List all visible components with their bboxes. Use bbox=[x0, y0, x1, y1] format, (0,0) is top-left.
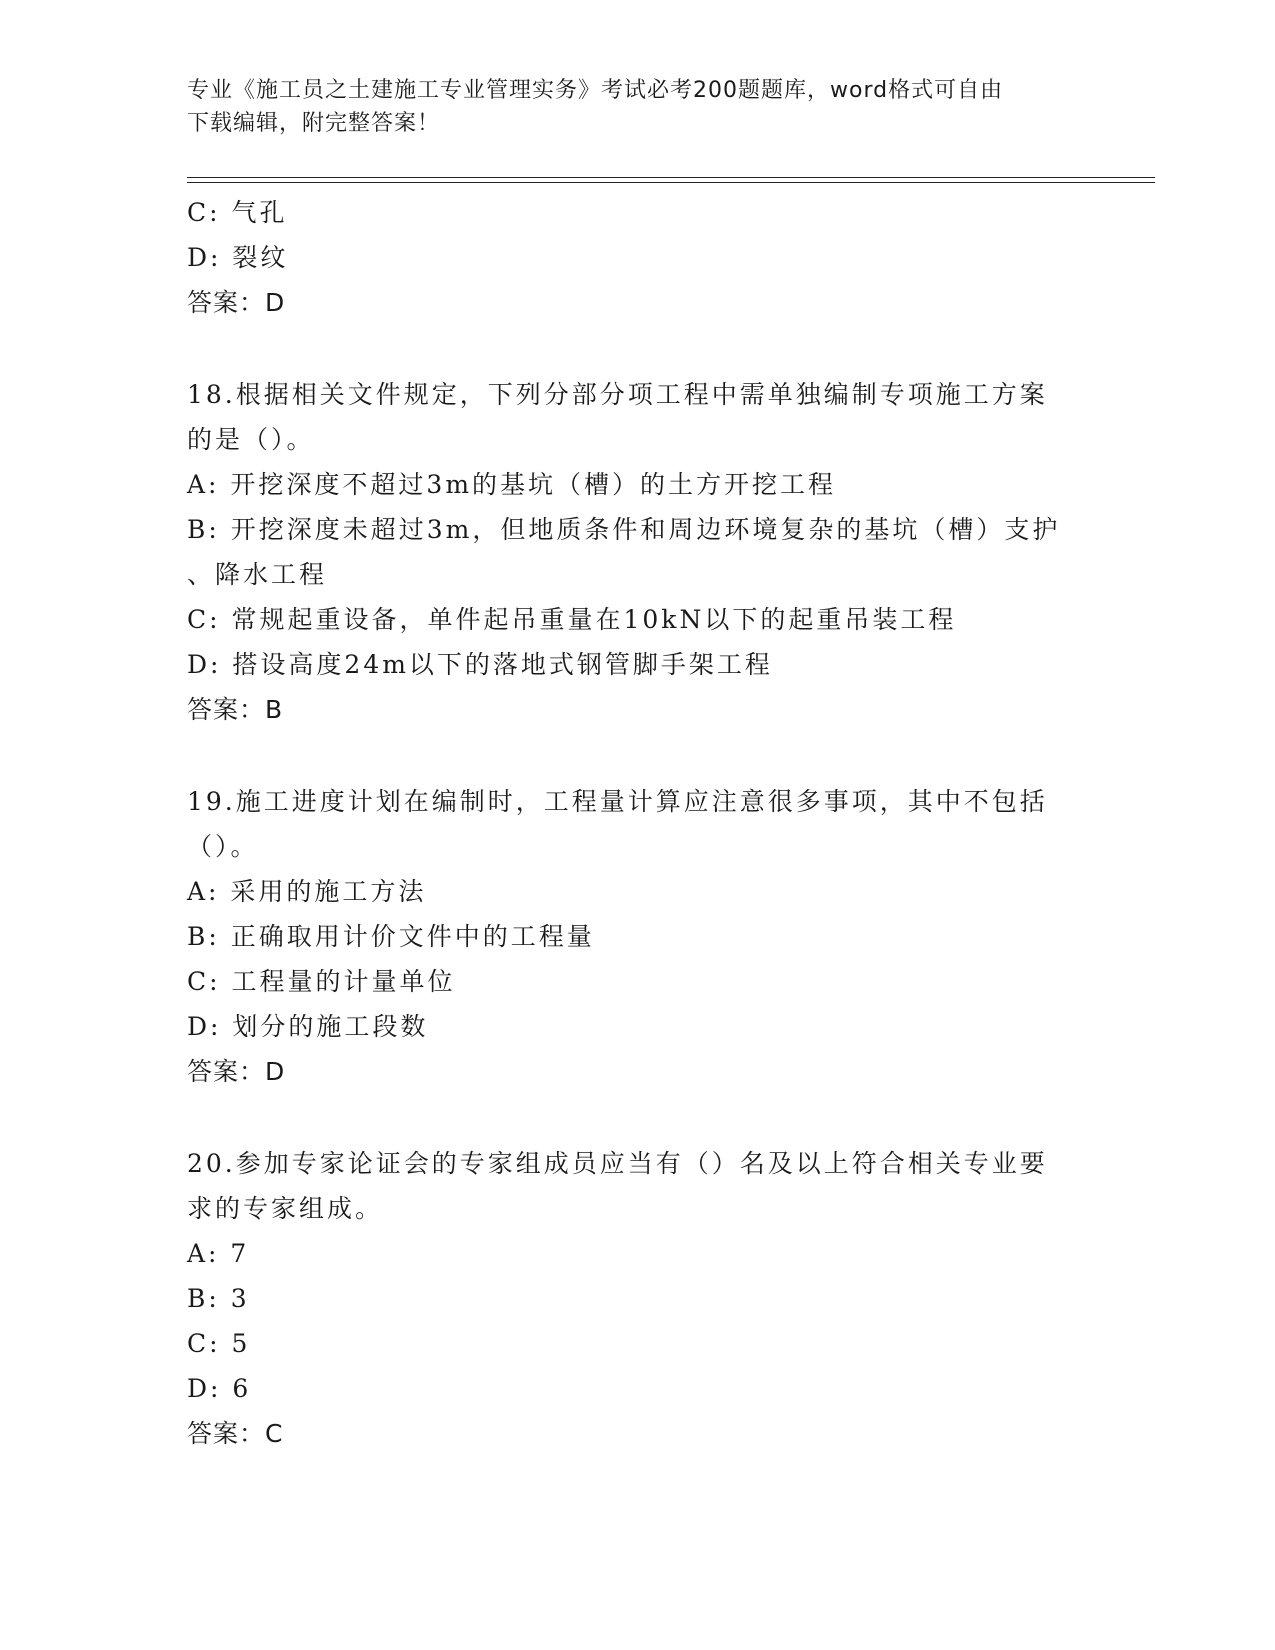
option-c: C: 工程量的计量单位 bbox=[187, 967, 456, 996]
option-c: C: 5 bbox=[187, 1329, 251, 1358]
answer-line: 答案：B bbox=[187, 695, 284, 724]
option-b-continuation: 、降水工程 bbox=[187, 560, 328, 589]
answer-line: 答案：D bbox=[187, 288, 286, 317]
option-d: D: 裂纹 bbox=[187, 243, 289, 272]
question-content bbox=[187, 190, 1087, 1456]
continued-question bbox=[187, 190, 1087, 325]
option-c: C: 气孔 bbox=[187, 198, 288, 227]
spacer bbox=[187, 732, 1087, 779]
question-text-line: 的是（）。 bbox=[187, 425, 315, 454]
question-text-line: 19.施工进度计划在编制时，工程量计算应注意很多事项，其中不包括 bbox=[187, 787, 1048, 816]
option-b: B: 3 bbox=[187, 1284, 250, 1313]
option-c: C: 常规起重设备，单件起吊重量在10kN以下的起重吊装工程 bbox=[187, 605, 957, 634]
option-d: D: 6 bbox=[187, 1374, 252, 1403]
option-a: A: 开挖深度不超过3m的基坑（槽）的土方开挖工程 bbox=[187, 470, 837, 499]
option-d: D: 划分的施工段数 bbox=[187, 1012, 429, 1041]
option-d: D: 搭设高度24m以下的落地式钢管脚手架工程 bbox=[187, 650, 773, 679]
answer-line: 答案：C bbox=[187, 1419, 284, 1448]
option-b: B: 正确取用计价文件中的工程量 bbox=[187, 922, 595, 951]
answer-line: 答案：D bbox=[187, 1057, 286, 1086]
option-a: A: 7 bbox=[187, 1239, 250, 1268]
header-divider-top bbox=[187, 177, 1155, 178]
header-line-2: 下载编辑，附完整答案！ bbox=[187, 111, 441, 136]
question-18 bbox=[187, 372, 1087, 732]
spacer bbox=[187, 1094, 1087, 1141]
question-text-line: 20.参加专家论证会的专家组成员应当有（）名及以上符合相关专业要 bbox=[187, 1149, 1048, 1178]
question-text-line: 求的专家组成。 bbox=[187, 1194, 384, 1223]
option-b: B: 开挖深度未超过3m，但地质条件和周边环境复杂的基坑（槽）支护 bbox=[187, 515, 1061, 544]
question-20 bbox=[187, 1141, 1087, 1456]
question-19 bbox=[187, 779, 1087, 1094]
question-text-line: 18.根据相关文件规定，下列分部分项工程中需单独编制专项施工方案 bbox=[187, 380, 1048, 409]
header-divider-bottom bbox=[187, 182, 1155, 183]
document-header bbox=[187, 74, 1067, 140]
question-text-line: （）。 bbox=[187, 832, 259, 861]
option-a: A: 采用的施工方法 bbox=[187, 877, 427, 906]
header-line-1: 专业《施工员之土建施工专业管理实务》考试必考200题题库，word格式可自由 bbox=[187, 78, 1004, 103]
spacer bbox=[187, 325, 1087, 372]
